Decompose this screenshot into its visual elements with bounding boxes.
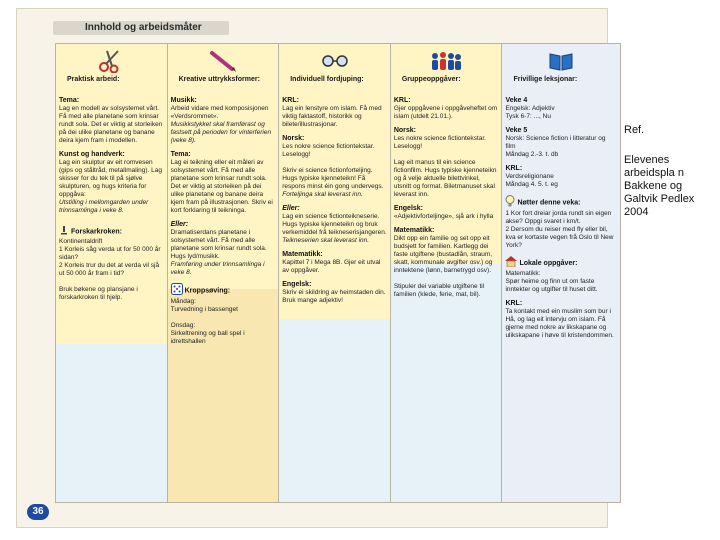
block-body: Lag ei teikning eller eit måleri av solsystemet vårt. Få med alle planetane som krinsar rundt sola. Det er viktig at storleiken på dei ulike planetane og banane deira kjem fram på illustrasjonen. Skriv ei kort forklaring til teikninga. (170, 159, 273, 214)
block-body: Dramatiserdans planetane i solsystemet vårt. Få med alle planetane som krinsar rundt sola. Hugs lyd/musikk. (170, 229, 267, 260)
content-block (394, 227, 499, 299)
block-emphasis: Framføring under trinnsamlinga i veke 8. (170, 261, 265, 276)
block-body: Les nokre science fictiontekstar. Leselogg! Skriv ei science fictionforteljing. Hugs typiske kjenneteikn! Få respons minst éin gong undervegs. (282, 143, 384, 190)
block-emphasis: Forteljinga skal leverast inn. (282, 191, 363, 198)
block-title: Matematikk: (282, 251, 323, 258)
column-frivillige-leksjonar (502, 44, 620, 502)
block-title: Veke 4 (505, 97, 528, 104)
content-block (505, 165, 617, 189)
column-title: Kreative uttrykksformer: (178, 76, 260, 83)
group-icon (394, 46, 499, 76)
column-kreative-uttrykksformer (168, 44, 280, 502)
block-body: Ta kontakt med ein muslim som bur i Hå, og lag eit intervju om islam. Få gjerne med nokre av likskapane og ulikskapane i høve til kristendommen. (505, 308, 614, 339)
content-block (394, 205, 499, 221)
content-block (171, 283, 276, 346)
block-body: 1 Kor fort dreiar jorda rundt sin eigen akse? Oppgi svaret i km/t. 2 Dersom du reiser med fly eller bil, kva er kortaste vegen frå Oslo til New York? (505, 210, 614, 249)
block-title (59, 225, 164, 238)
content-block (171, 221, 276, 277)
block-title: KRL: (282, 97, 299, 104)
block-title-text: Forskarkroken: (71, 228, 122, 236)
block-title (505, 195, 617, 210)
scissors-icon (59, 46, 164, 76)
content-block (282, 205, 387, 245)
content-block (505, 256, 617, 294)
block-body: Norsk: Science fiction i litteratur og film Måndag 2.-3. t. db (505, 135, 606, 158)
block-emphasis: Musikkstykket skal framførast og fastsett på perioden for vinterferien (veke 8). (170, 121, 272, 144)
dice-icon (171, 283, 183, 298)
block-title: KRL: (505, 165, 523, 172)
textbook-page (16, 8, 614, 528)
column-title: Frivillige leksjonar: (513, 76, 578, 83)
block-title: Eller: (282, 205, 300, 212)
block-body: Måndag: Turvedning i bassenget Onsdag: Sirkeltrening og ball spel i idrettshallen (170, 298, 245, 345)
block-title: KRL: (393, 97, 411, 104)
page-header: Innhold og arbeidsmåter (53, 21, 229, 35)
block-title-text: Kroppsøving: (184, 287, 231, 295)
block-body: Engelsk: Adjektiv Tysk 6-7: ..., Nu (505, 105, 555, 120)
column-title: Individuell fordjuping: (290, 76, 364, 83)
block-title: KRL: (505, 300, 523, 307)
content-block (505, 195, 617, 250)
column-gruppeoppgaver (391, 44, 503, 502)
block-title: Kunst og handverk: (59, 151, 125, 158)
block-emphasis: Teikneserien skal leverast inn. (282, 237, 370, 244)
content-block (171, 97, 276, 145)
block-title: Eller: (170, 221, 189, 228)
glasses-icon (282, 46, 387, 76)
column-individuell-fordjuping (279, 44, 391, 502)
column-title: Praktisk arbeid: (67, 76, 120, 83)
block-title (171, 283, 276, 298)
block-title: Norsk: (282, 135, 305, 142)
block-title: Engelsk: (282, 281, 312, 288)
book-icon (505, 46, 617, 76)
microscope-icon (59, 225, 69, 238)
pencil-icon (171, 46, 276, 76)
block-body: Lag ein science fictionteikneserie. Hugs typiske kjenneteikn og bruk verkemiddel frå teikneserisjangeren. (282, 213, 387, 236)
block-title: Matematikk: (393, 227, 435, 234)
content-block (394, 97, 499, 121)
block-title (505, 256, 617, 270)
block-body: Skriv ei skildring av heimstaden din. Bruk mange adjektiv! (282, 289, 386, 304)
content-block (505, 97, 617, 121)
house-icon (505, 256, 517, 270)
lightbulb-icon (505, 195, 515, 210)
block-emphasis: Utstilling i mellomgarden under trinnsamlinga i veke 8. (59, 199, 149, 214)
block-body: Matematikk: Spør heime og finn ut om faste inntekter og utgifter til huset ditt. (505, 270, 598, 293)
content-block (282, 97, 387, 129)
page-number: 36 (27, 504, 49, 520)
content-block (59, 225, 164, 302)
block-body: Les nokre science fictiontekstar. Leselogg! Lag eit manus til ein science fictionfilm. Hugs typiske kjenneteikn og å velje aktuelle bilettvinkel, utsnitt og format. Biletmanuset skal leverast inn. (393, 135, 497, 198)
content-block (282, 281, 387, 305)
block-body: Verdsreligionane Måndag 4. 5. t. eg (505, 173, 558, 188)
content-block (394, 127, 499, 199)
reference-source: Elevenes arbeidspla n Bakkene og Galtvik Pedlex 2004 (624, 154, 695, 218)
block-body: Dikt opp ein familie og set opp eit budsjett for familien. Kartlegg dei faste utgiftene (bustadlån, straum, skatt, kommunale avgifter osv.) og inntektene (lønn, barnetrygd osv). Stipuler dei variable utgiftene til familien (klede, ferie, mat, bil). (393, 235, 493, 298)
block-body: «Adjektivforteljinge», sjå ark i hylla (393, 213, 494, 220)
content-block (505, 127, 617, 159)
block-body: Kontinentaldrift 1 Korleis såg verda ut for 50 000 år sidan? 2 Korleis trur du det at verda vil sjå ut 50 000 år fram i tid? Bruk bøkene og plansjane i forskarkroken til hjelp. (59, 238, 161, 301)
content-block (59, 151, 164, 215)
reference-label: Ref. (624, 124, 645, 136)
block-body: Lag en modell av solsystemet vårt. Få med alle planetane som krinsar rundt sola. Det er viktig at storleiken på dei ulike planetane og banane deira kjem fram i modellen. (59, 105, 163, 144)
block-title: Engelsk: (393, 205, 424, 212)
content-block (282, 251, 387, 275)
block-title: Tema: (170, 151, 191, 158)
content-block (171, 151, 276, 215)
block-body: Gjer oppgåvene i oppgåveheftet om islam (utdelt 21.01.). (393, 105, 498, 120)
block-title: Veke 5 (505, 127, 528, 134)
block-body: Kapittel 7 i Mega 8B. Gjer eit utval av oppgåver. (282, 259, 381, 274)
block-title: Tema: (59, 97, 80, 104)
block-title-text: Lokale oppgåver: (519, 259, 578, 267)
block-title-text: Nøtter denne veka: (517, 199, 581, 207)
content-block (59, 97, 164, 145)
column-praktisk-arbeid (56, 44, 168, 502)
block-body: Lag ein lenstyre om islam. Få med viktig faktastoff, historikk og bilete/illustrasjonar. (282, 105, 382, 128)
block-title: Musikk: (170, 97, 197, 104)
content-block (282, 135, 387, 199)
block-body: Arbeid vidare med komposisjonen «Verdsrommet». (170, 105, 269, 120)
block-title: Norsk: (393, 127, 417, 134)
column-title: Gruppeoppgåver: (401, 76, 461, 83)
activity-grid (55, 43, 621, 503)
content-block (505, 300, 617, 340)
block-body: Lag ein skulptur av eit romvesen (gips og ståltråd, metallmaling). Lag skisser for du tek til på sjølve skulpturen, og hugs kriteria for oppgåva: (59, 159, 162, 198)
